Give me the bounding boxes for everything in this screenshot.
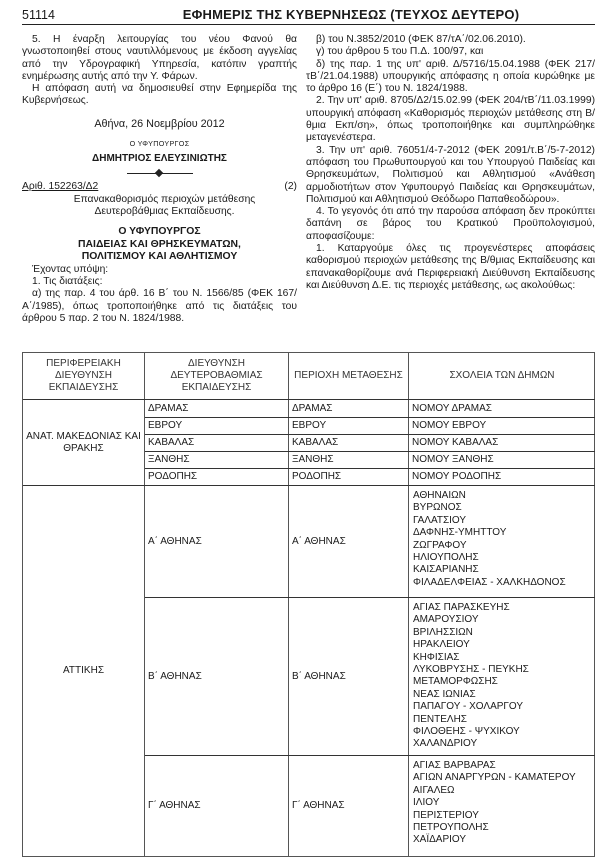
area-cell: Β΄ ΑΘΗΝΑΣ xyxy=(292,670,346,682)
diamond-ornament-icon xyxy=(154,168,162,176)
school-item: ΧΑΛΑΝΔΡΙΟΥ xyxy=(413,738,478,750)
school-item: ΧΑΪΔΑΡΙΟΥ xyxy=(413,834,467,846)
school-item: ΚΗΦΙΣΙΑΣ xyxy=(413,651,460,663)
area-cell: ΕΒΡΟΥ xyxy=(292,419,327,431)
directorate-cell: Γ΄ ΑΘΗΝΑΣ xyxy=(148,800,201,811)
schools-cell: ΝΟΜΟΥ ΔΡΑΜΑΣ xyxy=(412,402,492,414)
decision-index: (2) xyxy=(284,180,297,192)
schools-list xyxy=(409,598,595,755)
header-municipal-schools: ΣΧΟΛΕΙΑ ΤΩΝ ΔΗΜΩΝ xyxy=(449,370,555,381)
school-item: ΜΕΤΑΜΟΡΦΩΣΗΣ xyxy=(413,676,498,688)
school-item: ΑΘΗΝΑΙΩΝ xyxy=(413,490,466,501)
decision-heading xyxy=(22,181,297,194)
considering-label: Έχοντας υπόψη: xyxy=(32,263,109,275)
schools-list xyxy=(409,486,595,597)
schools-cell: ΝΟΜΟΥ ΚΑΒΑΛΑΣ xyxy=(412,436,499,448)
schools-list xyxy=(409,756,595,856)
item-1b: β) του Ν.3852/2010 (ΦΕΚ 87/τΑ΄/02.06.2010). xyxy=(316,34,526,45)
item-3: 3. Την υπ' αριθ. 76051/4-7-2012 (ΦΕΚ 2091/τ.Β΄/5-7-2012) απόφαση του Πρωθυπουργού και του Υπουργού Παιδείας και Θρησκευμάτων, Πολιτισμού και Αθλητισμού «Ανάθεση αρμοδιοτήτων στον Υφυπουργό Παιδείας και Θρησκευμάτων, Πολιτισμού και Αθλητισμού Θεόδωρο Παπαθεοδώρου». xyxy=(306,144,595,205)
area-cell: ΞΑΝΘΗΣ xyxy=(292,453,334,465)
minister-title-line-2: ΠΑΙΔΕΙΑΣ ΚΑΙ ΘΡΗΣΚΕΥΜΑΤΩΝ, xyxy=(78,238,241,250)
page-header xyxy=(22,6,595,25)
schools-cell: ΝΟΜΟΥ ΕΒΡΟΥ xyxy=(412,419,487,431)
school-item: ΒΥΡΩΝΟΣ xyxy=(413,502,462,514)
header-regional-directorate: ΠΕΡΙΦΕΡΕΙΑΚΗ ΔΙΕΥΘΥΝΣΗ ΕΚΠΑΙΔΕΥΣΗΣ xyxy=(46,358,121,393)
school-item: ΦΙΛΟΘΕΗΣ - ΨΥΧΙΚΟΥ xyxy=(413,726,520,738)
paragraph-5: 5. Η έναρξη λειτουργίας του νέου Φανού θα γνωστοποιηθεί στους ναυτιλλόμενους με έκδοση αγγελίας από την Υδρογραφική Υπηρεσία, κατόπιν γραπτής ενημέρωσης αυτής από την Υ. Φάρων. xyxy=(22,34,297,82)
school-item: ΠΕΤΡΟΥΠΟΛΗΣ xyxy=(413,822,489,834)
header-transfer-area: ΠΕΡΙΟΧΗ ΜΕΤΑΘΕΣΗΣ xyxy=(294,370,403,381)
left-column xyxy=(22,34,297,325)
item-1c: γ) του άρθρου 5 του Π.Δ. 100/97, και xyxy=(316,46,484,58)
decision-subject-line-1: Επανακαθορισμός περιοχών μετάθεσης xyxy=(73,193,256,205)
school-item: ΑΓΙΩΝ ΑΝΑΡΓΥΡΩΝ - ΚΑΜΑΤΕΡΟΥ xyxy=(413,772,576,784)
school-item: ΑΓΙΑΣ ΠΑΡΑΣΚΕΥΗΣ xyxy=(413,602,510,613)
decision-1: 1. Καταργούμε όλες τις προγενέστερες αποφάσεις καθορισμού περιοχών μετάθεσης της Β/θμιας Εκπαίδευσης και επανακαθορίζουμε ανά Περιφερειακή Διεύθυνση Εκπαίδευσης και Διεύθυνση Δ.Ε. τις περιοχές μετάθεσης, ως ακολούθως: xyxy=(306,243,595,291)
school-item: ΖΩΓΡΑΦΟΥ xyxy=(413,539,467,551)
signer-name: ΔΗΜΗΤΡΙΟΣ ΕΛΕΥΣΙΝΙΩΤΗΣ xyxy=(92,153,227,165)
directorate-cell: ΡΟΔΟΠΗΣ xyxy=(148,470,198,482)
signature-date: Αθήνα, 26 Νοεμβρίου 2012 xyxy=(94,117,225,130)
school-item: ΗΛΙΟΥΠΟΛΗΣ xyxy=(413,552,479,564)
school-item: ΠΕΝΤΕΛΗΣ xyxy=(413,713,467,725)
minister-title-line-1: Ο ΥΦΥΠΟΥΡΓΟΣ xyxy=(118,226,201,238)
directorate-cell: ΔΡΑΜΑΣ xyxy=(148,402,189,414)
directorate-cell: Β΄ ΑΘΗΝΑΣ xyxy=(148,670,202,682)
school-item: ΑΙΓΑΛΕΩ xyxy=(413,784,455,796)
publication-note: Η απόφαση αυτή να δημοσιευθεί στην Εφημερίδα της Κυβερνήσεως. xyxy=(22,83,297,107)
directorate-cell: ΕΒΡΟΥ xyxy=(148,419,183,431)
school-item: ΙΛΙΟΥ xyxy=(413,797,440,809)
decision-number: Αριθ. 152263/Δ2 xyxy=(22,180,99,192)
school-item: ΔΑΦΝΗΣ-ΥΜΗΤΤΟΥ xyxy=(413,527,507,539)
area-cell: Α΄ ΑΘΗΝΑΣ xyxy=(292,535,346,547)
item-2: 2. Την υπ' αριθ. 8705/Δ2/15.02.99 (ΦΕΚ 204/τΒ΄/11.03.1999) υπουργική απόφαση «Καθορισμός περιοχών μετάθεσης στη Β/θμια Εκπ/ση», όπως τροποποιήθηκε και συμπληρώθηκε μεταγενέστερα. xyxy=(306,95,595,144)
area-cell: ΔΡΑΜΑΣ xyxy=(292,402,333,414)
item-4: 4. Το γεγονός ότι από την παρούσα απόφαση δεν προκύπτει δαπάνη σε βάρος του Κρατικού Προϋπολογισμού, αποφασίζουμε: xyxy=(306,206,595,242)
school-item: ΑΓΙΑΣ ΒΑΡΒΑΡΑΣ xyxy=(413,760,496,771)
decision-subject-line-2: Δευτεροβάθμιας Εκπαίδευσης. xyxy=(94,205,235,217)
schools-cell: ΝΟΜΟΥ ΞΑΝΘΗΣ xyxy=(412,453,494,465)
right-column xyxy=(306,34,595,292)
area-cell: ΡΟΔΟΠΗΣ xyxy=(292,470,342,482)
school-item: ΠΕΡΙΣΤΕΡΙΟΥ xyxy=(413,809,479,821)
minister-title xyxy=(22,226,297,264)
item-1: 1. Τις διατάξεις: xyxy=(32,276,103,288)
school-item: ΦΙΛΑΔΕΛΦΕΙΑΣ - ΧΑΛΚΗΔΟΝΟΣ xyxy=(413,576,566,588)
school-item: ΑΜΑΡΟΥΣΙΟΥ xyxy=(413,614,479,626)
directorate-cell: ΚΑΒΑΛΑΣ xyxy=(148,436,195,448)
region-east-macedonia-thrace: ΑΝΑΤ. ΜΑΚΕΔΟΝΙΑΣ ΚΑΙ ΘΡΑΚΗΣ xyxy=(26,430,141,454)
transfer-areas-table xyxy=(22,352,595,857)
school-item: ΗΡΑΚΛΕΙΟΥ xyxy=(413,639,470,651)
region-attica: ΑΤΤΙΚΗΣ xyxy=(63,665,104,676)
item-1d: δ) της παρ. 1 της υπ' αριθ. Δ/5716/15.04.1988 (ΦΕΚ 217/τΒ΄/21.04.1988) υπουργικής απόφασης η οποία κυρώθηκε με το άρθρο 16 (Ε΄) του Ν. 1824/1988. xyxy=(306,58,595,95)
area-cell: ΚΑΒΑΛΑΣ xyxy=(292,436,339,448)
section-divider xyxy=(127,167,193,179)
schools-cell: ΝΟΜΟΥ ΡΟΔΟΠΗΣ xyxy=(412,470,502,482)
item-1a: α) της παρ. 4 του άρθ. 16 Β΄ του Ν. 1566/85 (ΦΕΚ 167/Α΄/1985), όπως τροποποιήθηκε από τις διατάξεις του άρθρου 5 παρ. 2 του Ν. 1824/1988. xyxy=(22,288,297,324)
school-item: ΓΑΛΑΤΣΙΟΥ xyxy=(413,514,467,526)
school-item: ΒΡΙΛΗΣΣΙΩΝ xyxy=(413,626,473,638)
header-secondary-directorate: ΔΙΕΥΘΥΝΣΗ ΔΕΥΤΕΡΟΒΑΘΜΙΑΣ ΕΚΠΑΙΔΕΥΣΗΣ xyxy=(170,358,263,393)
directorate-cell: ΞΑΝΘΗΣ xyxy=(148,453,190,465)
area-cell: Γ΄ ΑΘΗΝΑΣ xyxy=(292,800,345,811)
school-item: ΚΑΙΣΑΡΙΑΝΗΣ xyxy=(413,564,479,576)
signer-role: Ο ΥΦΥΠΟΥΡΓΟΣ xyxy=(129,139,190,149)
school-item: ΛΥΚΟΒΡΥΣΗΣ - ΠΕΥΚΗΣ xyxy=(413,664,529,676)
directorate-cell: Α΄ ΑΘΗΝΑΣ xyxy=(148,535,202,547)
page-number: 51114 xyxy=(22,8,55,22)
gazette-title: ΕΦΗΜΕΡΙΣ ΤΗΣ ΚΥΒΕΡΝΗΣΕΩΣ (ΤΕΥΧΟΣ ΔΕΥΤΕΡΟ) xyxy=(182,7,520,22)
school-item: ΠΑΠΑΓΟΥ - ΧΟΛΑΡΓΟΥ xyxy=(413,701,524,713)
minister-title-line-3: ΠΟΛΙΤΙΣΜΟΥ ΚΑΙ ΑΘΛΗΤΙΣΜΟΥ xyxy=(81,251,238,263)
school-item: ΝΕΑΣ ΙΩΝΙΑΣ xyxy=(413,688,476,700)
